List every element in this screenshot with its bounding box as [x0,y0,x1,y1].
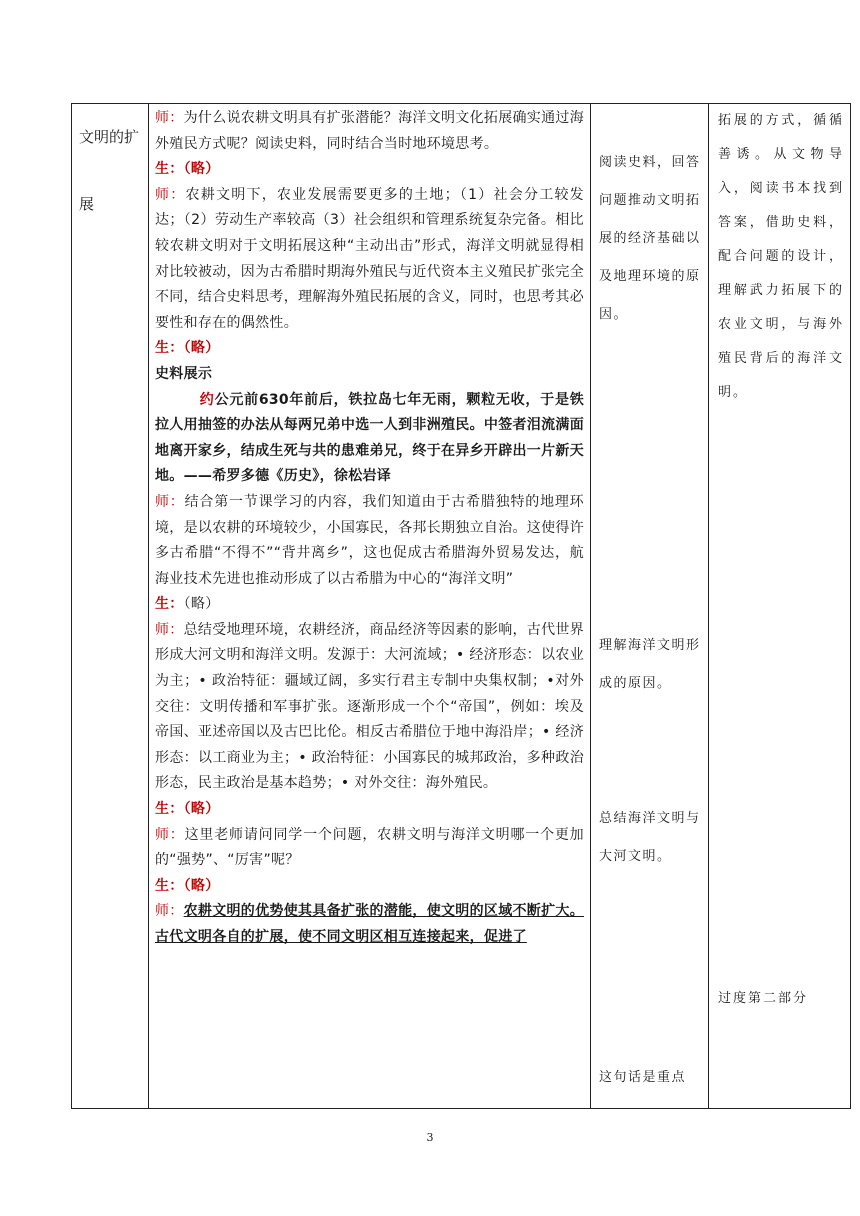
page-number: 3 [426,1131,434,1144]
student-label: 生： [155,801,184,818]
student-line [155,797,584,823]
student-line [155,874,584,900]
student-answer: （略） [183,877,220,894]
teacher-paragraph [155,618,584,797]
design-note: 过度第二部分 [718,991,809,1006]
table-row [72,104,851,1109]
key-point-text: 农耕文明的优势使其具备扩张的潜能，使文明的区域不断扩大。古代文明各自的扩展，使不同文明区相互连接起来，促进了 [155,903,585,945]
paragraph-text: 结合第一节课学习的内容，我们知道由于古希腊独特的地理环境，是以农耕的环境较少，小国寡民，各邦长期独立自治。这使得许多古希腊“不得不”“背井离乡”，这也促成古希腊海外贸易发达，航海业技术先进也推动形成了以古希腊为中心的“海洋文明” [155,493,584,587]
paragraph-text: 农耕文明下，农业发展需要更多的土地；（1）社会分工较发达；（2）劳动生产率较高（3）社会组织和管理系统复杂完备。相比较农耕文明对于文明拓展这种“主动出击”形式，海洋文明就显得相对比较被动，因为古希腊时期海外殖民与近代资本主义殖民扩张完全不同，结合史料思考，理解海外殖民拓展的含义，同时，也思考其必要性和存在的偶然性。 [155,186,584,331]
activity-note: 总结海洋文明与大河文明。 [599,811,701,864]
teacher-label: 师： [155,826,185,843]
student-label: 生： [155,877,184,894]
activity-note: 理解海洋文明形成的原因。 [599,638,701,691]
paragraph-text: 为什么说农耕文明具有扩张潜能？海洋文明文化拓展确实通过海外殖民方式呢？阅读史料，同时结合当时地环境思考。 [155,110,585,152]
student-label: 生： [155,596,184,613]
topic-line-1: 文明的扩 [79,128,140,146]
teacher-label: 师： [155,110,184,126]
teacher-paragraph [155,106,584,157]
teacher-label: 师： [155,621,184,638]
design-note: 拓展的方式，循循善诱。从文物导入，阅读书本找到答案，借助史料，配合问题的设计，理解武力拓展下的农业文明，与海外殖民背后的海洋文明。 [718,113,844,400]
activity-note: 这句话是重点 [599,1070,687,1085]
activity-note: 阅读史料，回答问题推动文明拓展的经济基础以及地理环境的原因。 [599,155,701,322]
teacher-paragraph [155,183,584,337]
student-answer: （略） [183,596,220,613]
teacher-label: 师： [155,186,186,203]
student-label: 生： [155,340,184,357]
student-answer: （略） [183,801,220,818]
topic-cell [72,104,149,1109]
teacher-label: 师： [155,903,184,920]
paragraph-text: 这里老师请问同学一个问题，农耕文明与海洋文明哪一个更加的“强势”、“厉害”呢？ [155,826,584,869]
student-answer: （略） [183,161,220,178]
design-intent-cell [709,104,851,1109]
quote-first-char: 约 [199,391,215,408]
student-line [155,592,584,618]
historical-quote [155,388,584,490]
student-label: 生： [155,161,184,178]
teaching-process-cell [149,104,591,1109]
student-answer: （略） [183,340,220,357]
topic-line-2: 展 [79,195,95,213]
quote-text: 公元前630年前后，铁拉岛七年无雨，颗粒无收，于是铁拉人用抽签的办法从每两兄弟中选一人到非洲殖民。中签者泪流满面地离开家乡，结成生死与共的患难弟兄，终于在异乡开辟出一片新天地。——希罗多德《历史》，徐松岩译 [155,391,584,485]
student-line [155,336,584,362]
teacher-label: 师： [155,493,185,510]
section-heading: 史料展示 [155,365,213,382]
student-line [155,157,584,183]
paragraph-text: 总结受地理环境，农耕经济，商品经济等因素的影响，古代世界形成大河文明和海洋文明。发源于：大河流域；• 经济形态：以农业为主；• 政治特征：疆域辽阔，多实行君主专制中央集权制；•对外交往：文明传播和军事扩张。逐渐形成一个个“帝国”，例如：埃及帝国、亚述帝国以及古巴比伦。相反古希腊位于地中海沿岸；• 经济形态：以工商业为主；• 政治特征：小国寡民的城邦政治，多种政治形态，民主政治是基本趋势；• 对外交往：海外殖民。 [155,621,585,792]
lesson-table [71,103,851,1109]
teacher-paragraph [155,490,584,592]
teacher-paragraph [155,823,584,874]
student-activity-cell [591,104,709,1109]
teacher-paragraph [155,899,584,950]
